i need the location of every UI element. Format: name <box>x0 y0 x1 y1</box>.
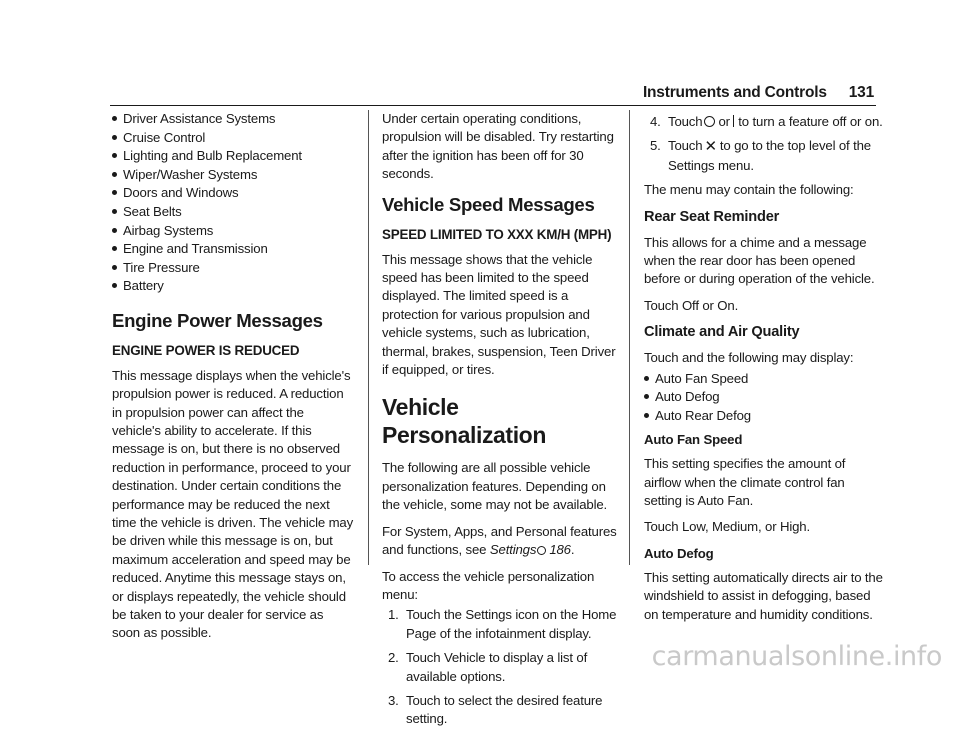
bullet-icon <box>112 172 117 177</box>
settings-page-link[interactable]: 186 <box>549 542 571 558</box>
topic-bullet-list <box>112 110 354 296</box>
list-item: Driver Assistance Systems <box>112 110 354 128</box>
steps-list <box>382 606 620 728</box>
list-item: Auto Defog <box>644 388 884 406</box>
rear-seat-reminder-paragraph: This allows for a chime and a message when the rear door has been opened before or during operation of the vehicle. <box>644 234 875 287</box>
header-section-title: Instruments and Controls <box>642 84 827 101</box>
climate-heading: Climate and Air Quality <box>644 324 800 341</box>
list-item: Doors and Windows <box>112 184 354 202</box>
column-left <box>112 110 354 651</box>
steps-list-continued <box>644 113 884 175</box>
bullet-icon <box>112 135 117 140</box>
list-item: Cruise Control <box>112 129 354 147</box>
bullet-icon <box>112 209 117 214</box>
bullet-icon <box>112 153 117 158</box>
bullet-icon <box>644 413 649 418</box>
engine-power-heading: Engine Power Messages <box>112 309 323 331</box>
list-item: Airbag Systems <box>112 222 354 240</box>
list-item: Auto Rear Defog <box>644 407 884 425</box>
list-item: 1. Touch the Settings icon on the Home Page of the infotainment display. <box>388 607 617 641</box>
watermark: carmanualsonline.info <box>651 641 942 672</box>
menu-contents-paragraph: The menu may contain the following: <box>644 182 854 198</box>
propulsion-paragraph: Under certain operating conditions, propulsion will be disabled. Try restarting after the ignition has been off for 30 seconds. <box>382 111 614 182</box>
list-item: 5. Touch ✕ to go to the top level of the Settings menu. <box>650 138 871 173</box>
close-icon: ✕ <box>704 138 717 156</box>
settings-reference-paragraph: For System, Apps, and Personal features and functions, see Settings 186. <box>382 523 617 558</box>
auto-fan-speed-paragraph: This setting specifies the amount of airflow when the climate control fan setting is Auto Fan. <box>644 456 846 509</box>
rear-seat-reminder-heading: Rear Seat Reminder <box>644 208 780 225</box>
list-item: 3. Touch to select the desired feature setting. <box>388 692 603 727</box>
personalization-intro: The following are all possible vehicle personalization features. Depending on the vehicle, some may not be available. <box>382 460 608 513</box>
list-item: Wiper/Washer Systems <box>112 166 354 184</box>
list-item: Engine and Transmission <box>112 240 354 258</box>
list-item: 2. Touch Vehicle to display a list of available options. <box>388 650 588 684</box>
auto-defog-paragraph: This setting automatically directs air to the windshield to assist in defogging, based on temperature and humidity conditions. <box>644 569 883 622</box>
column-divider-1 <box>368 110 369 565</box>
settings-link[interactable]: Settings <box>489 542 537 558</box>
list-item: Battery <box>112 277 354 295</box>
bullet-icon <box>112 228 117 233</box>
bullet-icon <box>112 265 117 270</box>
running-header <box>643 84 874 102</box>
list-item: 4. Touch or to turn a feature off or on. <box>650 114 883 129</box>
column-divider-2 <box>629 110 630 565</box>
auto-fan-speed-heading: Auto Fan Speed <box>644 432 743 448</box>
access-menu-paragraph: To access the vehicle personalization menu: <box>382 568 595 602</box>
list-item: Auto Fan Speed <box>644 370 884 388</box>
auto-fan-speed-instruction: Touch Low, Medium, or High. <box>644 519 811 535</box>
speed-limited-paragraph: This message shows that the vehicle speed has been limited to the speed displayed. The limited speed is a protection for various propulsion and vehicle systems, such as lubrication, thermal, brakes, suspension, Teen Driver if equipped, or tires. <box>382 251 616 378</box>
bullet-icon <box>112 246 117 251</box>
speed-limited-subheading: SPEED LIMITED TO XXX KM/H (MPH) <box>382 226 612 242</box>
on-icon <box>733 115 734 127</box>
bullet-icon <box>112 190 117 195</box>
off-icon <box>704 116 715 127</box>
vehicle-speed-heading: Vehicle Speed Messages <box>382 193 595 215</box>
page-number: 131 <box>848 84 874 101</box>
engine-power-paragraph: This message displays when the vehicle's propulsion power is reduced. A reduction in propulsion power can affect the vehicle's ability to accelerate. If this message is on, but there is no observed reduction in performance, proceed to your destination. Under certain conditions the performance may be reduced the next time the vehicle is driven. The vehicle may be driven while this message is on, but maximum acceleration and speed may be reduced. Anytime this message stays on, or displays repeatedly, the vehicle should be taken to your dealer for service as soon as possible. <box>112 367 354 641</box>
engine-power-subheading: ENGINE POWER IS REDUCED <box>112 342 300 358</box>
column-right <box>644 110 884 632</box>
vehicle-personalization-heading: Vehicle Personalization <box>382 394 546 449</box>
list-item: Seat Belts <box>112 203 354 221</box>
auto-defog-heading: Auto Defog <box>644 545 714 561</box>
page-reference-icon <box>537 546 546 555</box>
list-item: Tire Pressure <box>112 259 354 277</box>
bullet-icon <box>644 376 649 381</box>
climate-paragraph: Touch and the following may display: <box>644 350 854 366</box>
column-middle <box>382 110 620 735</box>
bullet-icon <box>644 394 649 399</box>
bullet-icon <box>112 116 117 121</box>
list-item: Lighting and Bulb Replacement <box>112 147 354 165</box>
header-rule <box>110 105 876 106</box>
rear-seat-reminder-instruction: Touch Off or On. <box>644 297 739 313</box>
climate-bullet-list <box>644 370 884 426</box>
bullet-icon <box>112 283 117 288</box>
